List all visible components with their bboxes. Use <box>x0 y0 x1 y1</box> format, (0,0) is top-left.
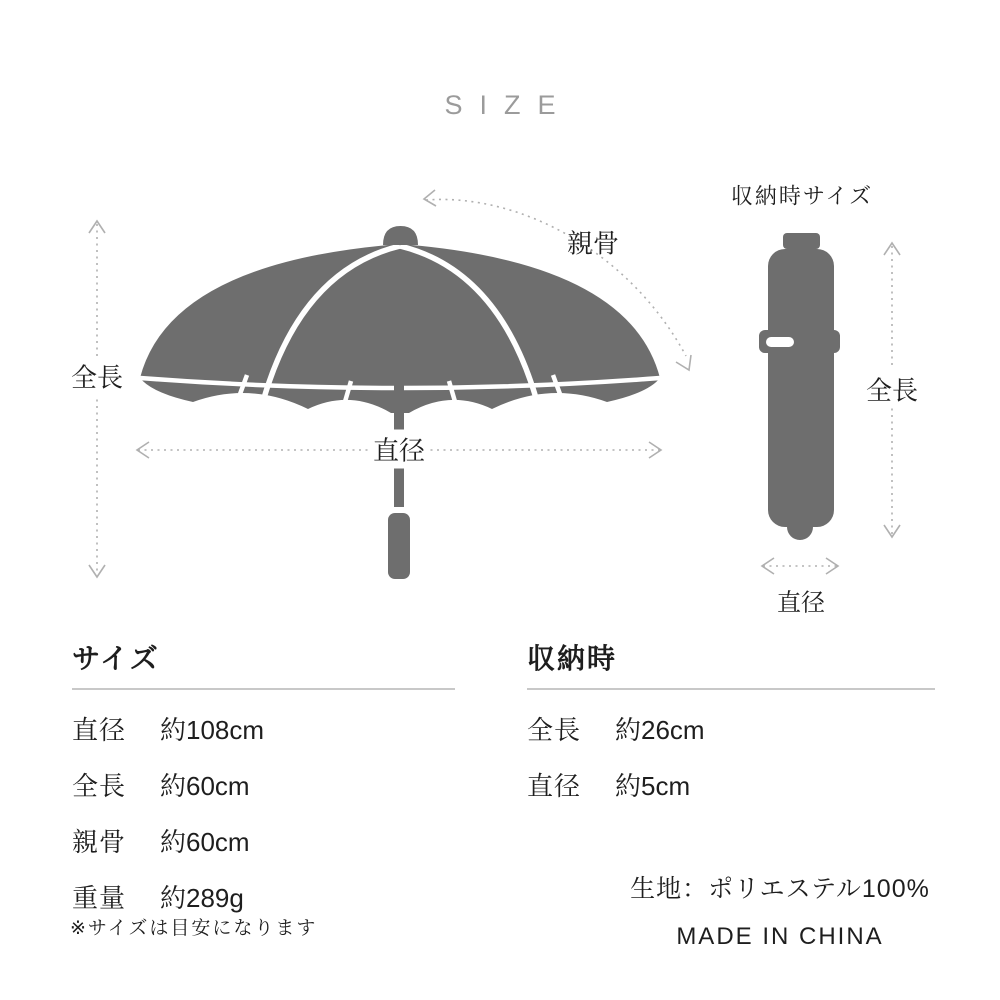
footer-notes <box>550 869 1000 951</box>
folded-diameter-label: 直径 <box>777 589 825 617</box>
fabric-label: 生地：ポリエステル100% <box>630 875 930 903</box>
row-label: 重量 <box>72 883 127 913</box>
row-value: 約60cm <box>160 771 250 801</box>
table-row <box>527 766 705 803</box>
folded-bottom-tip <box>787 527 813 540</box>
size-table <box>72 710 264 915</box>
folded-strap-slot <box>766 337 794 347</box>
table-row <box>527 710 705 747</box>
size-note: ※サイズは目安になります <box>70 918 318 939</box>
page-title: SIZE <box>444 90 573 120</box>
umbrella-handle <box>388 513 410 579</box>
row-label: 全長 <box>72 771 127 801</box>
folded-size-title: 収納時サイズ <box>730 183 874 209</box>
row-label: 直径 <box>72 715 127 745</box>
umbrella-top-cap <box>383 226 418 245</box>
folded-diameter-arrow <box>762 558 838 574</box>
umbrella-shaft <box>394 350 404 507</box>
diameter-label: 直径 <box>369 430 429 469</box>
origin-label: MADE IN CHINA <box>676 923 884 950</box>
stored-table-divider <box>527 688 935 690</box>
total-length-arrow <box>89 221 105 577</box>
row-value: 約60cm <box>160 827 250 857</box>
row-value: 約108cm <box>160 715 265 745</box>
size-table-divider <box>72 688 455 690</box>
table-row <box>72 766 264 803</box>
rib-label: 親骨 <box>566 228 620 259</box>
row-label: 親骨 <box>72 827 127 857</box>
open-umbrella-figure <box>140 226 660 579</box>
folded-total-length-label: 全長 <box>862 370 922 409</box>
stored-table-heading: 収納時 <box>527 643 618 674</box>
folded-body <box>768 249 834 527</box>
table-row <box>72 878 264 915</box>
row-label: 直径 <box>527 771 582 801</box>
folded-top-cap <box>783 233 820 249</box>
folded-umbrella-figure <box>759 233 840 540</box>
table-row <box>72 710 264 747</box>
row-label: 全長 <box>527 715 582 745</box>
size-table-heading: サイズ <box>72 643 160 674</box>
table-row <box>72 822 264 859</box>
row-value: 約5cm <box>615 771 691 801</box>
row-value: 約26cm <box>615 715 705 745</box>
total-length-label: 全長 <box>67 357 127 396</box>
row-value: 約289g <box>160 883 244 913</box>
stored-table <box>527 710 705 803</box>
